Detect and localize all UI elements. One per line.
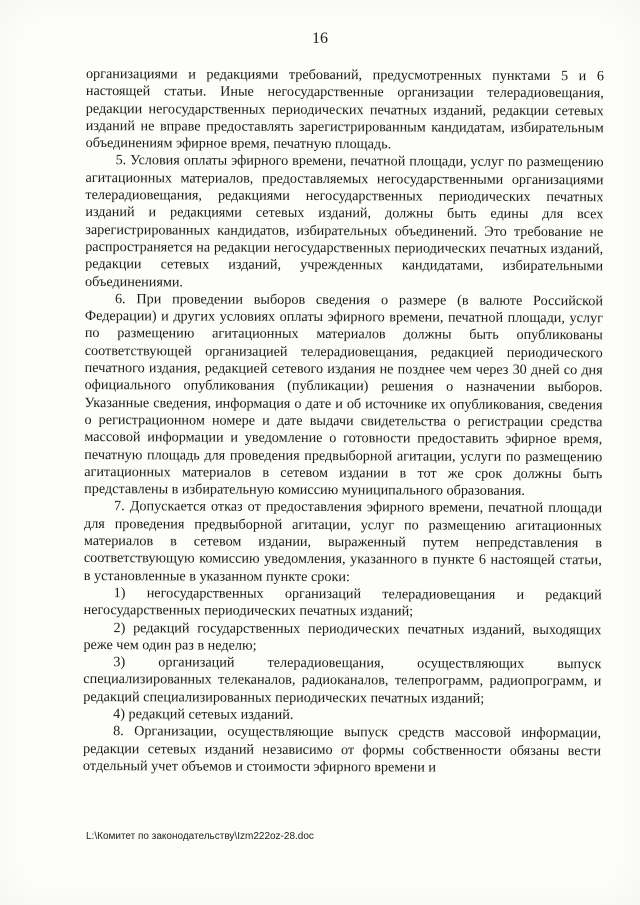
list-item-4: 4) редакций сетевых изданий.	[113, 706, 294, 723]
paragraph-item-5: 5. Условия оплаты эфирного времени, печатной площади, услуг по размещению агитационных материалов, предоставляемых негосударственными организациями телерадиовещания, редакциями негосударственных периодических печатных изданий и редакциями сетевых изданий, должны быть едины для всех зарегистрированных кандидатов, избирательных объединений. Это требование не распространяется на редакции негосударственных периодических печатных изданий, редакции сетевых изданий, учрежденных кандидатами, избирательными объединениями.	[85, 152, 604, 290]
document-body	[83, 66, 604, 777]
list-item-1: 1) негосударственных организаций телерадиовещания и редакций негосударственных периодических печатных изданий;	[83, 585, 602, 620]
paragraph-item-6: 6. При проведении выборов сведения о размере (в валюте Российской Федерации) и других условиях оплаты эфирного времени, печатной площади, услуг по размещению агитационных материалов должны быть опубликованы соответствующей организацией телерадиовещания, редакцией периодического печатного издания, редакцией сетевого издания не позднее чем через 30 дней со дня официального опубликования (публикации) решения о назначении выборов. Указанные сведения, информация о дате и об источнике их опубликования, сведения о регистрационном номере и дате выдачи свидетельства о регистрации средства массовой информации и уведомление о готовности предоставить эфирное время, печатную площадь для проведения предвыборной агитации, услуги по размещению агитационных материалов в сетевом издании в тот же срок должны быть представлены в избирательную комиссию муниципального образования.	[84, 290, 604, 500]
paragraph-item-8: 8. Организации, осуществляющие выпуск средств массовой информации, редакции сетевых изданий независимо от формы собственности обязаны вести отдельный учет объемов и стоимости эфирного времени и	[82, 723, 602, 776]
footer-file-path: L:\Комитет по законодательству\Izm222oz-28.doc	[86, 831, 314, 842]
paragraph-continuation: организациями и редакциями требований, предусмотренных пунктами 5 и 6 настоящей статьи. Иные негосударственные организации телерадиовещания, редакции негосударственных периодических печатных изданий, редакции сетевых изданий не вправе предоставлять зарегистрированным кандидатам, избирательным объединениям эфирное время, печатную площадь.	[85, 66, 604, 153]
list-item-2: 2) редакций государственных периодических печатных изданий, выходящих реже чем один раз в неделю;	[83, 619, 602, 654]
list-item-3: 3) организаций телерадиовещания, осуществляющих выпуск специализированных телеканалов, радиоканалов, телепрограмм, радиопрограмм, и редакций специализированных периодических печатных изданий;	[83, 654, 602, 707]
paragraph-item-7: 7. Допускается отказ от предоставления эфирного времени, печатной площади для проведения предвыборной агитации, услуг по размещению агитационных материалов в сетевом издании, выраженный путем непредставления в соответствующую комиссию уведомления, указанного в пункте 6 настоящей статьи, в установленные в указанном пункте сроки:	[83, 498, 603, 585]
page-number: 16	[312, 30, 328, 47]
